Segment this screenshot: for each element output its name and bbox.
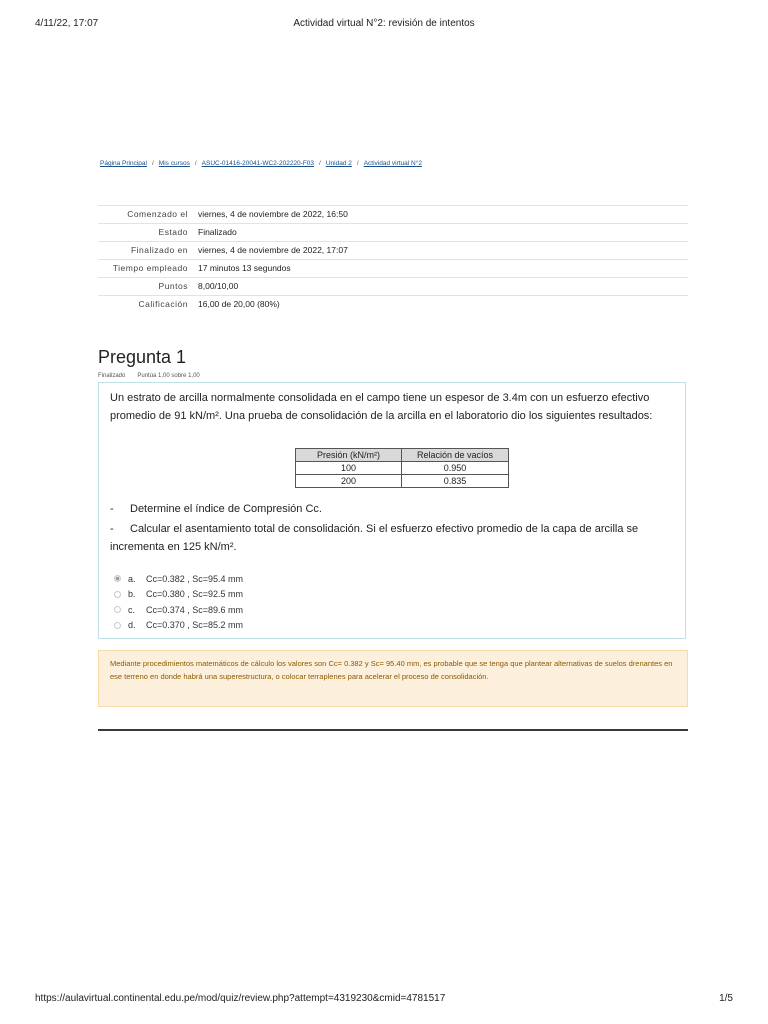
results-cell: 0.950 — [402, 462, 509, 475]
question-meta — [98, 373, 200, 379]
summary-label: Calificación — [98, 296, 194, 314]
bullet-text: Calcular el asentamiento total de consolidación. Si el esfuerzo efectivo promedio de la capa de arcilla se incrementa en 125 kN/m². — [110, 523, 639, 553]
summary-label: Estado — [98, 224, 194, 242]
answer-letter: c. — [128, 604, 136, 615]
attempt-summary-table — [98, 205, 688, 313]
bullet-dash: - — [110, 523, 114, 535]
summary-row — [98, 278, 688, 296]
question-status: Finalizado — [98, 373, 126, 379]
radio-icon[interactable] — [114, 606, 121, 613]
radio-icon[interactable] — [114, 622, 121, 629]
breadcrumb-my-courses[interactable]: Mis cursos — [158, 160, 190, 167]
summary-row — [98, 206, 688, 224]
bullet-dash: - — [110, 503, 114, 515]
summary-label: Finalizado en — [98, 242, 194, 260]
summary-value: 8,00/10,00 — [194, 278, 688, 296]
question-score: Puntúa 1,00 sobre 1,00 — [137, 373, 200, 379]
answer-text: Cc=0.380 , Sc=92.5 mm — [146, 589, 244, 600]
print-title: Actividad virtual N°2: revisión de intentos — [293, 18, 475, 29]
radio-icon[interactable] — [114, 591, 121, 598]
results-row — [296, 462, 509, 475]
answer-text: Cc=0.374 , Sc=89.6 mm — [146, 604, 244, 615]
results-header-void-ratio: Relación de vacíos — [402, 449, 509, 462]
answer-text: Cc=0.382 , Sc=95.4 mm — [146, 573, 244, 584]
answer-options — [114, 571, 243, 633]
breadcrumb-unit[interactable]: Unidad 2 — [325, 160, 352, 167]
answer-option-d[interactable] — [114, 618, 243, 634]
summary-row — [98, 224, 688, 242]
summary-row — [98, 242, 688, 260]
section-divider — [98, 729, 688, 731]
summary-value: Finalizado — [194, 224, 688, 242]
answer-option-c[interactable] — [114, 602, 243, 618]
breadcrumb-home[interactable]: Página Principal — [100, 160, 147, 167]
results-cell: 0.835 — [402, 475, 509, 488]
answer-option-b[interactable] — [114, 587, 243, 603]
question-text: Un estrato de arcilla normalmente consolidada en el campo tiene un espesor de 3.4m con un esfuerzo efectivo promedio de 91 kN/m². Una prueba de consolidación de la arcilla en el laboratorio dio los siguientes resultados: — [110, 392, 653, 422]
summary-label: Tiempo empleado — [98, 260, 194, 278]
answer-letter: d. — [128, 620, 136, 631]
question-bullet — [110, 520, 680, 556]
summary-value: viernes, 4 de noviembre de 2022, 16:50 — [194, 206, 688, 224]
answer-option-a[interactable] — [114, 571, 243, 587]
results-table — [295, 448, 509, 488]
results-cell: 100 — [296, 462, 402, 475]
print-date: 4/11/22, 17:07 — [35, 18, 99, 29]
bullet-text: Determine el índice de Compresión Cc. — [130, 503, 322, 515]
print-page-number: 1/5 — [719, 993, 733, 1004]
answer-letter: a. — [128, 573, 136, 584]
answer-text: Cc=0.370 , Sc=85.2 mm — [146, 620, 244, 631]
summary-label: Puntos — [98, 278, 194, 296]
question-bullet — [110, 500, 670, 518]
radio-selected-icon[interactable] — [114, 575, 121, 582]
print-url: https://aulavirtual.continental.edu.pe/mod/quiz/review.php?attempt=4319230&cmid=4781517 — [35, 993, 446, 1004]
results-cell: 200 — [296, 475, 402, 488]
feedback-text: Mediante procedimientos matemáticos de cálculo los valores son Cc= 0.382 y Sc= 95.40 mm, es probable que se tenga que plantear alternativas de suelos drenantes en ese terreno en donde habrá una superestructura, o colocar terraplenes para acelerar el proceso de consolidación. — [110, 659, 673, 681]
summary-label: Comenzado el — [98, 206, 194, 224]
summary-value: 17 minutos 13 segundos — [194, 260, 688, 278]
answer-letter: b. — [128, 589, 136, 600]
breadcrumb: Página Principal / Mis cursos / ASUC-01416-20041-WC2-202220-F03 / Unidad 2 / Actividad virtual N°2 — [100, 160, 422, 167]
results-header-pressure: Presión (kN/m²) — [296, 449, 402, 462]
breadcrumb-activity[interactable]: Actividad virtual N°2 — [363, 160, 422, 167]
summary-row — [98, 296, 688, 314]
summary-value: viernes, 4 de noviembre de 2022, 17:07 — [194, 242, 688, 260]
question-title: Pregunta 1 — [98, 347, 187, 367]
breadcrumb-course[interactable]: ASUC-01416-20041-WC2-202220-F03 — [201, 160, 315, 167]
results-row — [296, 475, 509, 488]
summary-row — [98, 260, 688, 278]
results-header-row — [296, 449, 509, 462]
summary-value: 16,00 de 20,00 (80%) — [194, 296, 688, 314]
